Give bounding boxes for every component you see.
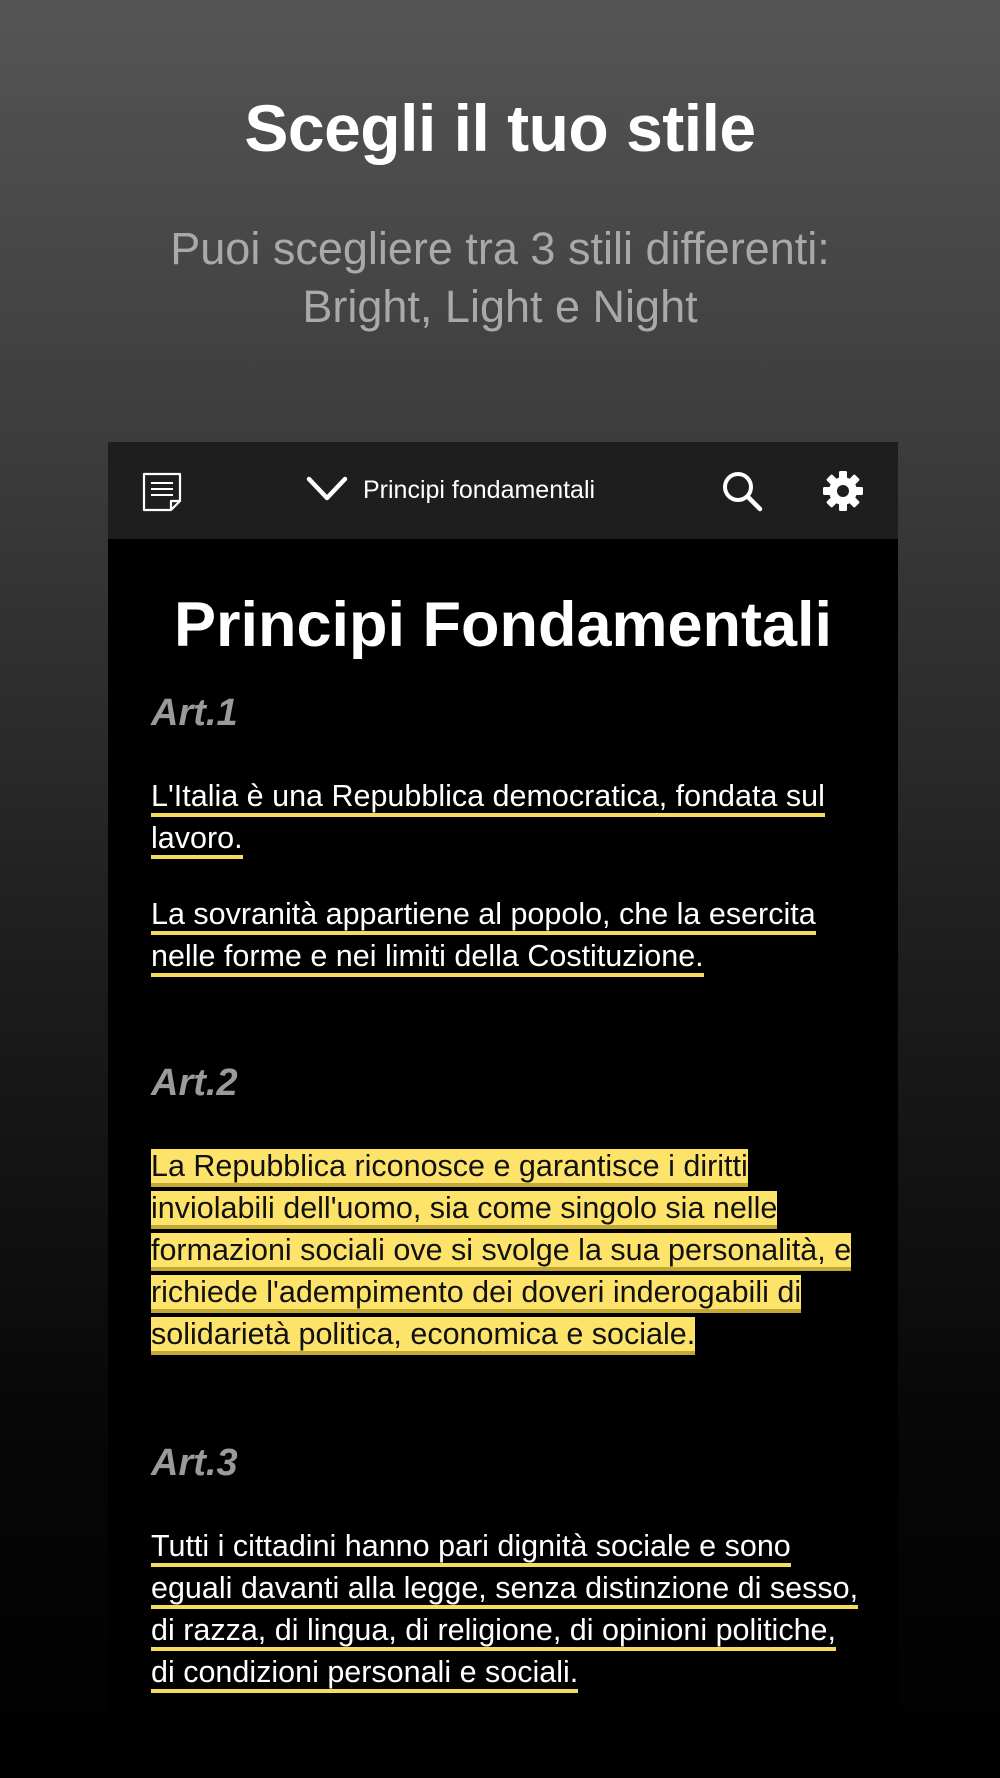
page-title: Principi Fondamentali [173,590,833,660]
highlighted-paragraph[interactable] [151,1145,861,1355]
search-icon[interactable] [721,470,763,512]
chevron-down-icon[interactable] [306,475,348,503]
paragraph-text: La sovranità appartiene al popolo, che la esercita nelle forme e nei limiti della Costituzione. [151,897,816,977]
paragraph-text: La Repubblica riconosce e garantisce i diritti inviolabili dell'uomo, sia come singolo sia nelle formazioni sociali ove si svolge la sua personalità, e richiede l'adempimento dei doveri inderogabili di solidarietà politica, economica e sociale. [151,1149,851,1355]
paragraph-text: Tutti i cittadini hanno pari dignità sociale e sono eguali davanti alla legge, senza distinzione di sesso, di razza, di lingua, di religione, di opinioni politiche, di condizioni personali e sociali. [151,1529,858,1693]
paragraph-text: L'Italia è una Repubblica democratica, fondata sul lavoro. [151,779,825,859]
paragraph[interactable] [151,893,861,977]
promo-title: Scegli il tuo stile [244,91,756,165]
toolbar [108,442,898,539]
reader-screen [108,442,898,1778]
paragraph[interactable] [151,1525,861,1693]
article-heading: Art.1 [151,692,238,734]
gear-icon[interactable] [822,470,864,512]
paragraph[interactable] [151,775,861,859]
promo-subtitle: Puoi scegliere tra 3 stili differenti: Bright, Light e Night [170,223,830,332]
article-heading: Art.3 [151,1442,238,1484]
chapter-selector[interactable]: Principi fondamentali [363,476,596,504]
notes-icon[interactable] [141,471,183,513]
article-heading: Art.2 [151,1062,238,1104]
